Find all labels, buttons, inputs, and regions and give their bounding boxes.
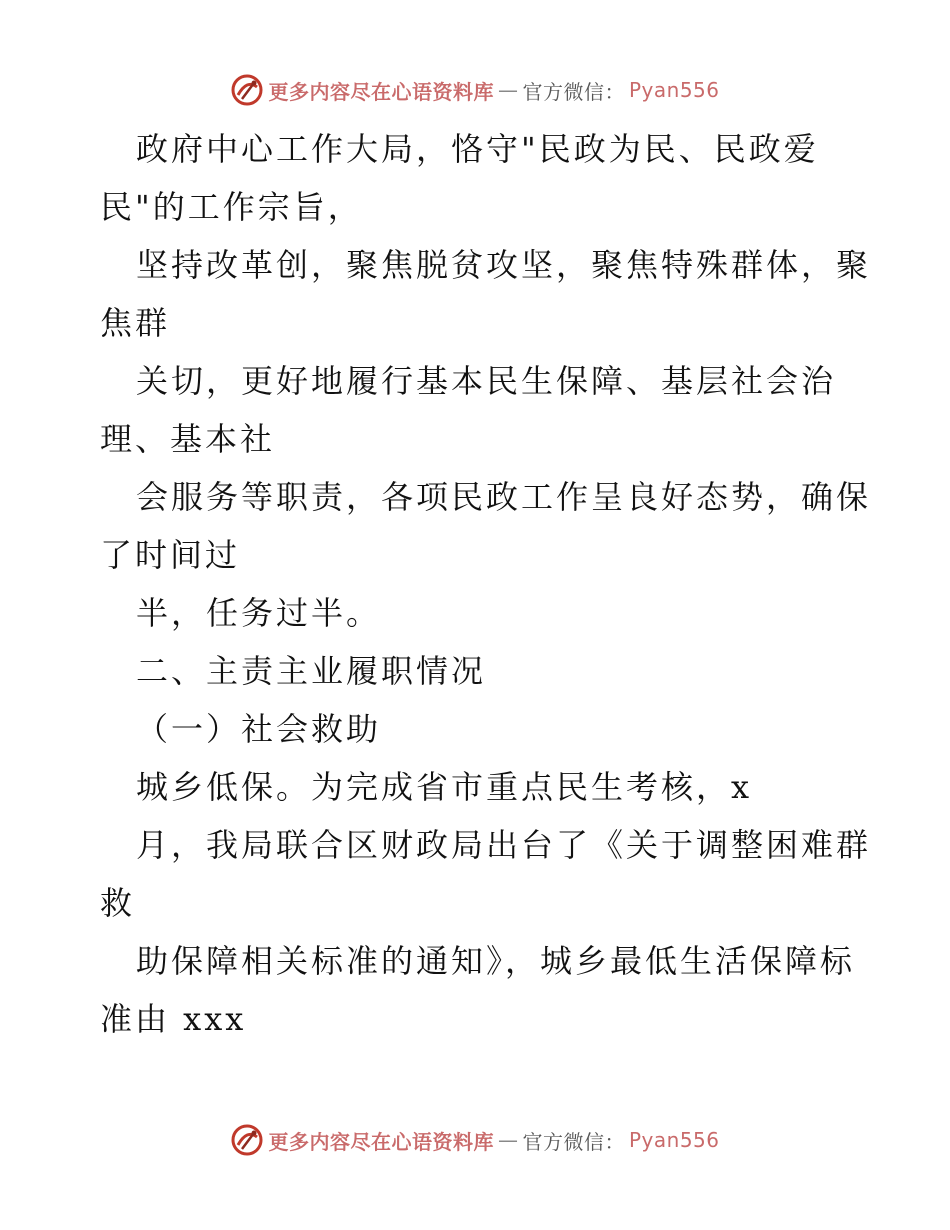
text-line: 了时间过 [100, 536, 241, 574]
watermark-id: Pyan556 [628, 78, 720, 102]
text-line: 救 [100, 884, 136, 922]
watermark-label: 官方微信： [522, 79, 625, 104]
brand-logo-icon [230, 73, 264, 107]
text-line: 理、基本社 [100, 420, 276, 458]
watermark-dash: — [497, 78, 519, 102]
text-line: 月，我局联合区财政局出台了《关于调整困难群 [136, 826, 872, 864]
text-line: 民"的工作宗旨， [100, 188, 363, 226]
watermark-site-text: 更多内容尽在心语资料库 [268, 79, 494, 104]
footer-watermark [0, 1120, 950, 1160]
document-body [100, 120, 872, 1048]
text-line: 助保障相关标准的通知》，城乡最低生活保障标 [136, 942, 856, 980]
watermark-site-text: 更多内容尽在心语资料库 [268, 1129, 494, 1154]
watermark-label: 官方微信： [522, 1129, 625, 1154]
text-line: 坚持改革创，聚焦脱贫攻坚，聚焦特殊群体，聚 [136, 246, 872, 284]
text-line: 政府中心工作大局，恪守"民政为民、民政爱 [136, 130, 819, 168]
text-line: 关切，更好地履行基本民生保障、基层社会治 [136, 362, 837, 400]
brand-logo-icon [230, 1123, 264, 1157]
text-line: 二、主责主业履职情况 [136, 652, 487, 690]
text-line: 城乡低保。为完成省市重点民生考核，x [136, 768, 753, 806]
text-line: 准由 xxx [100, 1000, 247, 1038]
text-line: 焦群 [100, 304, 171, 342]
watermark-dash: — [497, 1128, 519, 1152]
watermark-id: Pyan556 [628, 1128, 720, 1152]
text-line: （一）社会救助 [136, 710, 382, 748]
text-line: 半，任务过半。 [136, 594, 382, 632]
header-watermark [0, 70, 950, 110]
text-line: 会服务等职责，各项民政工作呈良好态势，确保 [136, 478, 872, 516]
